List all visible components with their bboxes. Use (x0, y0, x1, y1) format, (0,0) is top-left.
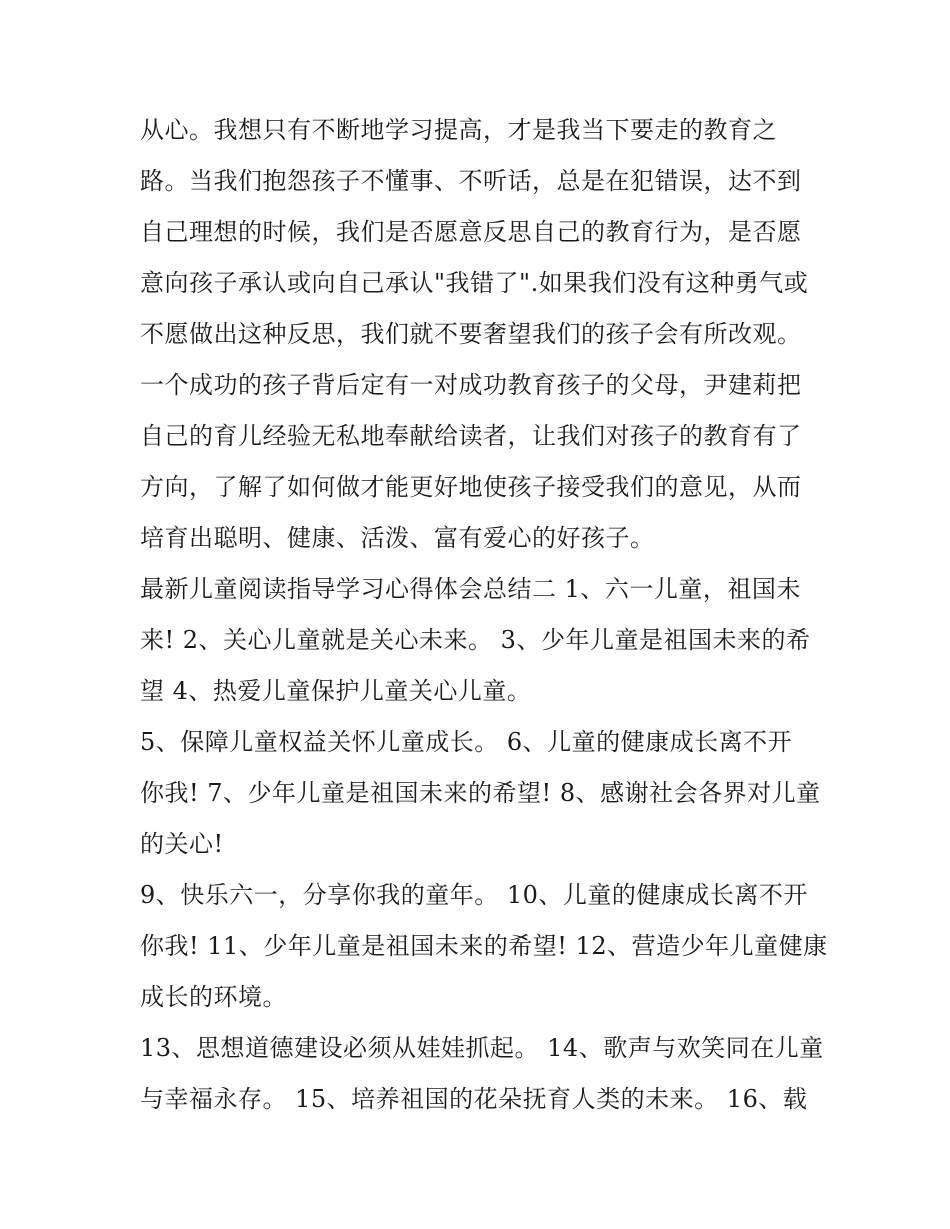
text-line: 自己的育儿经验无私地奉献给读者，让我们对孩子的教育有了 (140, 422, 802, 450)
paragraph-slogans-13-16 (140, 1023, 824, 1125)
text-line: 你我! 7、少年儿童是祖国未来的希望! 8、感谢社会各界对儿童 (140, 779, 821, 807)
text-line: 最新儿童阅读指导学习心得体会总结二 1、六一儿童，祖国未 (140, 575, 801, 603)
text-line: 你我! 11、少年儿童是祖国未来的希望! 12、营造少年儿童健康 (140, 932, 828, 960)
paragraph-slogans-9-12 (140, 870, 828, 1023)
text-line: 5、保障儿童权益关怀儿童成长。 6、儿童的健康成长离不开 (140, 728, 793, 756)
document-body (140, 105, 828, 1125)
text-line: 意向孩子承认或向自己承认"我错了".如果我们没有这种勇气或 (140, 269, 809, 297)
text-line: 自己理想的时候，我们是否愿意反思自己的教育行为，是否愿 (140, 218, 802, 246)
text-line: 望 4、热爱儿童保护儿童关心儿童。 (140, 677, 532, 705)
text-line: 9、快乐六一，分享你我的童年。 10、儿童的健康成长离不开 (140, 881, 808, 909)
text-line: 一个成功的孩子背后定有一对成功教育孩子的父母，尹建莉把 (140, 371, 802, 399)
text-line: 方向，了解了如何做才能更好地使孩子接受我们的意见，从而 (140, 473, 802, 501)
text-line: 与幸福永存。 15、培养祖国的花朵抚育人类的未来。 16、载 (140, 1085, 808, 1113)
text-line: 来! 2、关心儿童就是关心未来。 3、少年儿童是祖国未来的希 (140, 626, 811, 654)
text-line: 不愿做出这种反思，我们就不要奢望我们的孩子会有所改观。 (140, 320, 802, 348)
text-line: 培育出聪明、健康、活泼、富有爱心的好孩子。 (140, 524, 655, 552)
paragraph-reflection (140, 105, 820, 564)
text-line: 路。当我们抱怨孩子不懂事、不听话，总是在犯错误，达不到 (140, 167, 802, 195)
paragraph-slogans-5-8 (140, 717, 820, 870)
text-line: 的关心! (140, 830, 224, 858)
paragraph-summary-two (140, 564, 820, 717)
text-line: 成长的环境。 (140, 983, 287, 1011)
text-line: 从心。我想只有不断地学习提高，才是我当下要走的教育之 (140, 116, 777, 144)
text-line: 13、思想道德建设必须从娃娃抓起。 14、歌声与欢笑同在儿童 (140, 1034, 824, 1062)
